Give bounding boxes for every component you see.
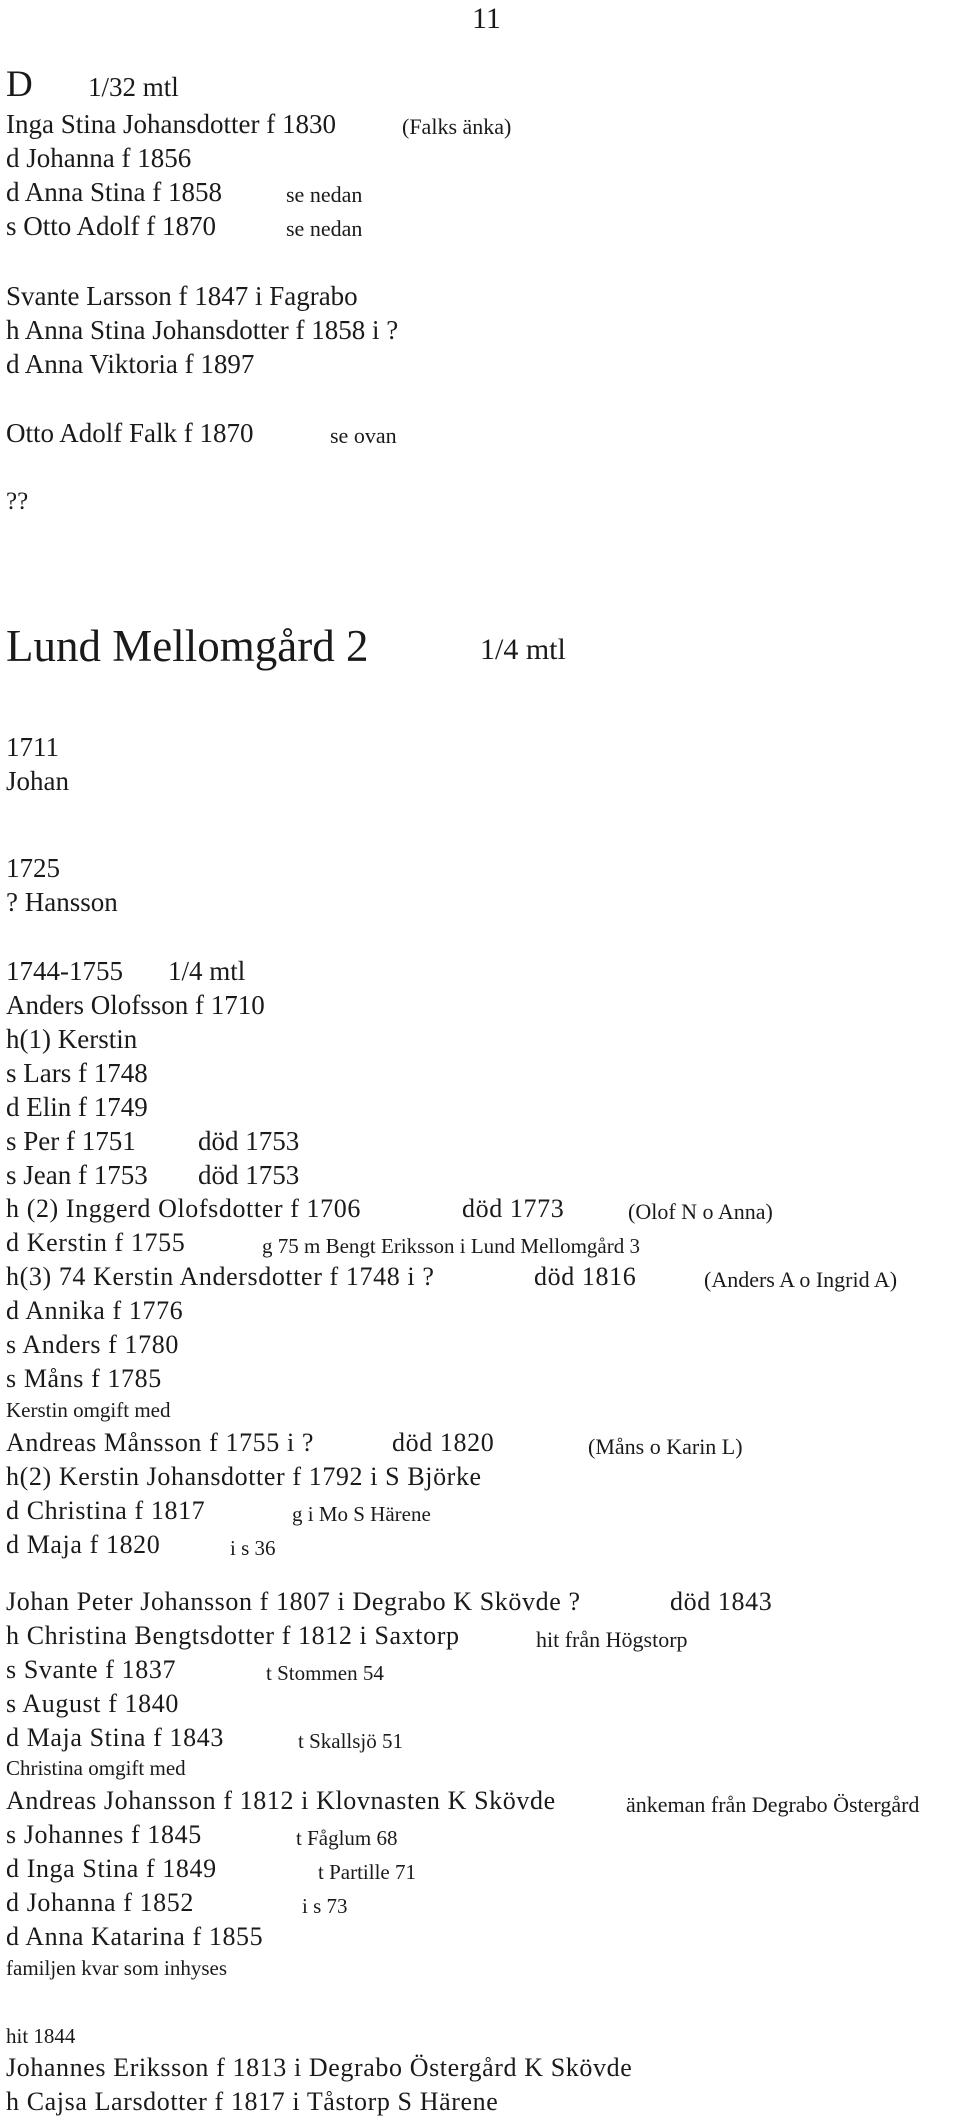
entry-line: s Jean f 1753: [6, 1160, 148, 1190]
origin-note: hit från Högstorp: [536, 1627, 688, 1652]
entry-note: se nedan: [286, 182, 363, 207]
period-size: 1/4 mtl: [168, 956, 246, 986]
entry-line: h(2) Kerstin Johansdotter f 1792 i S Björke: [6, 1462, 482, 1491]
entry-line: Johannes Eriksson f 1813 i Degrabo Östergård K Skövde: [6, 2053, 633, 2082]
entry-line: d Anna Katarina f 1855: [6, 1922, 264, 1951]
reference-note: i s 36: [230, 1536, 276, 1560]
section-size: 1/4 mtl: [480, 633, 566, 666]
entry-line: h Christina Bengtsdotter f 1812 i Saxtorp: [6, 1621, 460, 1650]
entry-line: h Cajsa Larsdotter f 1817 i Tåstorp S Härene: [6, 2087, 499, 2116]
death-note: död 1843: [670, 1587, 773, 1616]
entry-note: (Falks änka): [402, 114, 512, 139]
section-letter: D: [6, 64, 33, 105]
entry-line: d Maja f 1820: [6, 1530, 161, 1559]
entry-line: Svante Larsson f 1847 i Fagrabo: [6, 281, 358, 311]
destination-note: t Skallsjö 51: [298, 1729, 404, 1753]
entry-line: Johan: [6, 766, 69, 796]
entry-note: se nedan: [286, 216, 363, 241]
entry-line: Andreas Månsson f 1755 i ?: [6, 1428, 315, 1457]
parents-note: (Olof N o Anna): [628, 1199, 773, 1224]
entry-note: se ovan: [330, 423, 397, 448]
entry-line: h(1) Kerstin: [6, 1024, 138, 1054]
death-note: död 1753: [198, 1160, 300, 1190]
remark-line: familjen kvar som inhyses: [6, 1956, 228, 1980]
parents-note: (Måns o Karin L): [588, 1434, 743, 1459]
marriage-note: g i Mo S Härene: [292, 1502, 431, 1526]
destination-note: t Partille 71: [318, 1860, 416, 1884]
year-heading: 1711: [6, 732, 59, 762]
entry-line: s Per f 1751: [6, 1126, 136, 1156]
entry-line: s August f 1840: [6, 1689, 179, 1718]
entry-line: d Johanna f 1852: [6, 1888, 194, 1917]
entry-line: d Anna Stina f 1858: [6, 177, 222, 207]
entry-line: d Anna Viktoria f 1897: [6, 349, 255, 379]
entry-line: h (2) Inggerd Olofsdotter f 1706: [6, 1194, 361, 1223]
entry-line: Johan Peter Johansson f 1807 i Degrabo K Skövde ?: [6, 1587, 581, 1616]
entry-line: s Måns f 1785: [6, 1364, 162, 1393]
death-note: död 1753: [198, 1126, 300, 1156]
entry-line: Inga Stina Johansdotter f 1830: [6, 109, 336, 139]
section-size: 1/32 mtl: [88, 72, 179, 102]
parents-note: (Anders A o Ingrid A): [704, 1267, 898, 1292]
entry-line: Andreas Johansson f 1812 i Klovnasten K Skövde: [6, 1786, 556, 1815]
arrival-note: hit 1844: [6, 2024, 76, 2048]
entry-line: s Lars f 1748: [6, 1058, 148, 1088]
death-note: död 1820: [392, 1428, 495, 1457]
entry-line: d Christina f 1817: [6, 1496, 206, 1525]
remark-line: Kerstin omgift med: [6, 1398, 171, 1422]
entry-line: ? Hansson: [6, 887, 118, 917]
destination-note: t Stommen 54: [266, 1661, 384, 1685]
death-note: död 1816: [534, 1262, 637, 1291]
entry-line: d Johanna f 1856: [6, 143, 192, 173]
entry-line: Otto Adolf Falk f 1870: [6, 418, 254, 448]
destination-note: t Fåglum 68: [296, 1826, 398, 1850]
question-mark: ??: [6, 488, 29, 515]
entry-line: d Kerstin f 1755: [6, 1228, 186, 1257]
entry-line: d Elin f 1749: [6, 1092, 148, 1122]
page-number: 11: [472, 2, 501, 35]
entry-line: Anders Olofsson f 1710: [6, 990, 265, 1020]
year-heading: 1725: [6, 853, 60, 883]
entry-line: d Maja Stina f 1843: [6, 1723, 224, 1752]
entry-line: h(3) 74 Kerstin Andersdotter f 1748 i ?: [6, 1262, 435, 1291]
entry-line: d Inga Stina f 1849: [6, 1854, 217, 1883]
remark-line: Christina omgift med: [6, 1756, 186, 1780]
marriage-note: g 75 m Bengt Eriksson i Lund Mellomgård 3: [262, 1234, 640, 1258]
entry-line: s Svante f 1837: [6, 1655, 177, 1684]
reference-note: i s 73: [302, 1894, 348, 1918]
section-title: Lund Mellomgård 2: [6, 621, 369, 671]
entry-line: s Otto Adolf f 1870: [6, 211, 217, 241]
entry-line: d Annika f 1776: [6, 1296, 184, 1325]
death-note: död 1773: [462, 1194, 565, 1223]
year-heading: 1744-1755: [6, 956, 123, 986]
origin-note: änkeman från Degrabo Östergård: [626, 1792, 920, 1817]
entry-line: h Anna Stina Johansdotter f 1858 i ?: [6, 315, 399, 345]
entry-line: s Anders f 1780: [6, 1330, 179, 1359]
entry-line: s Johannes f 1845: [6, 1820, 202, 1849]
